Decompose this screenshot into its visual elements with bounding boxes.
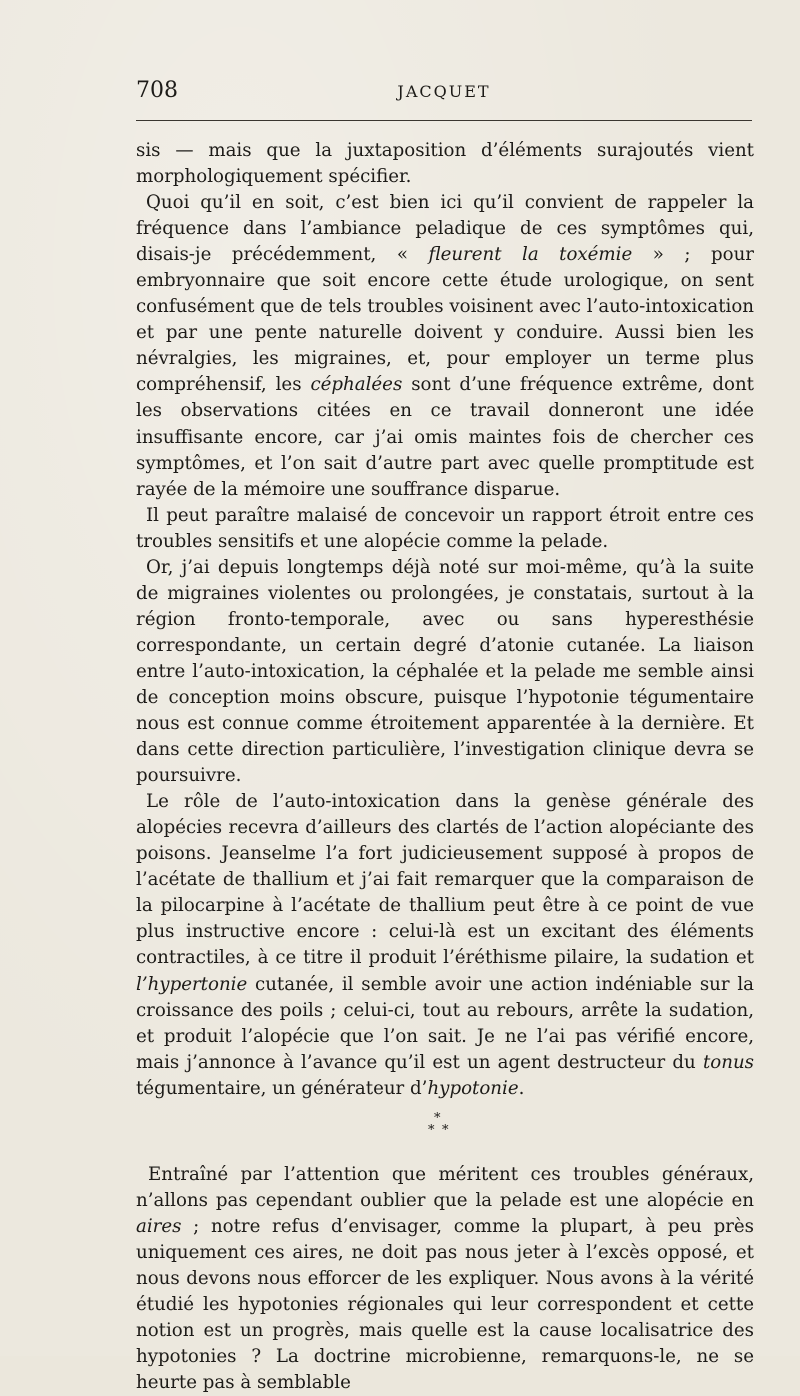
italic-text-segment: l’hypertonie [136,973,248,995]
text-segment: cutanée, il semble avoir une action indéniable sur la croissance des poils ; celui-ci, tout au rebours, arrête la sudation, et produit l’alopécie que l’on sait. Je ne l’ai pas vérifié encore, mais j’annonce à l’avance qu’il est un agent destructeur du [136,973,754,1073]
paragraph [136,789,754,1102]
asterism-star: * [442,1122,449,1138]
text-segment: Il peut paraître malaisé de concevoir un rapport étroit entre ces troubles sensitifs et une alopécie comme la pelade. [136,504,754,552]
paragraph [136,555,754,789]
paragraph [136,503,754,555]
header-rule [136,120,752,121]
section-break-asterism [136,1108,754,1152]
running-head: JACQUET [397,82,491,101]
italic-text-segment: tonus [702,1051,754,1073]
page-header [136,78,752,110]
text-segment: » ; pour embryonnaire que soit encore cette étude urologique, on sent confusément que de tels troubles voisinent avec l’auto-intoxication et par une pente naturelle doivent y conduire. Aussi bien les névralgies, les migraines, et, pour employer un terme plus compréhensif, les [136,244,754,396]
asterism-star: * [428,1122,435,1138]
body-text [136,138,754,1396]
italic-text-segment: hypotonie [427,1077,519,1099]
text-segment: sont d’une fréquence extrême, dont les observations citées en ce travail donneront une idée insuffisante encore, car j’ai omis maintes fois de chercher ces symptômes, et l’on sait d’autre part avec quelle promptitude est rayée de la mémoire une souffrance disparue. [136,374,754,500]
text-segment: ; notre refus d’envisager, comme la plupart, à peu près uniquement ces aires, ne doit pas nous jeter à l’excès opposé, et nous devons nous efforcer de les expliquer. Nous avons à la vérité étudié les hypotonies régionales qui leur correspondent et cette notion est un progrès, mais quelle est la cause localisatrice des hypotonies ? La doctrine microbienne, remarquons-le, ne se heurte pas à semblable [136,1215,754,1394]
text-segment: Le rôle de l’auto-intoxication dans la genèse générale des alopécies recevra d’ailleurs des clartés de l’action alopéciante des poisons. Jeanselme l’a fort judicieusement supposé à propos de l’acétate de thallium et j’ai fait remarquer que la comparaison de la pilocarpine à l’acétate de thallium peut être à ce point de vue plus instructive encore : celui-là est un excitant des éléments contractiles, à ce titre il produit l’éréthisme pilaire, la sudation et [136,791,754,969]
asterism-star: * [434,1110,441,1126]
page-number: 708 [136,78,178,103]
text-segment: sis — mais que la juxtaposition d’éléments surajoutés vient morphologiquement spécifier. [136,140,754,188]
text-segment: Quoi qu’il en soit, c’est bien ici qu’il convient de rappeler la fréquence dans l’ambiance peladique de ces symptômes qui, disais-je précédemment, « [136,192,754,266]
italic-text-segment: fleurent la toxémie [428,244,633,266]
italic-text-segment: céphalées [310,374,403,396]
text-segment: Or, j’ai depuis longtemps déjà noté sur moi-même, qu’à la suite de migraines violentes ou prolongées, je constatais, surtout à la région fronto-temporale, avec ou sans hyperesthésie correspondante, un certain degré d’atonie cutanée. La liaison entre l’auto-intoxication, la céphalée et la pelade me semble ainsi de conception moins obscure, puisque l’hypotonie tégumentaire nous est connue comme étroitement apparentée à la dernière. Et dans cette direction particulière, l’investigation clinique devra se poursuivre. [136,556,754,787]
paragraph [136,190,754,503]
paragraph [136,138,754,190]
text-segment: Entraîné par l’attention que méritent ces troubles généraux, n’allons pas cependant oublier que la pelade est une alopécie en [136,1163,754,1211]
text-segment: . [518,1077,525,1099]
paragraph [136,1162,754,1396]
italic-text-segment: aires [136,1215,182,1237]
text-segment: tégumentaire, un générateur d’ [136,1077,428,1099]
